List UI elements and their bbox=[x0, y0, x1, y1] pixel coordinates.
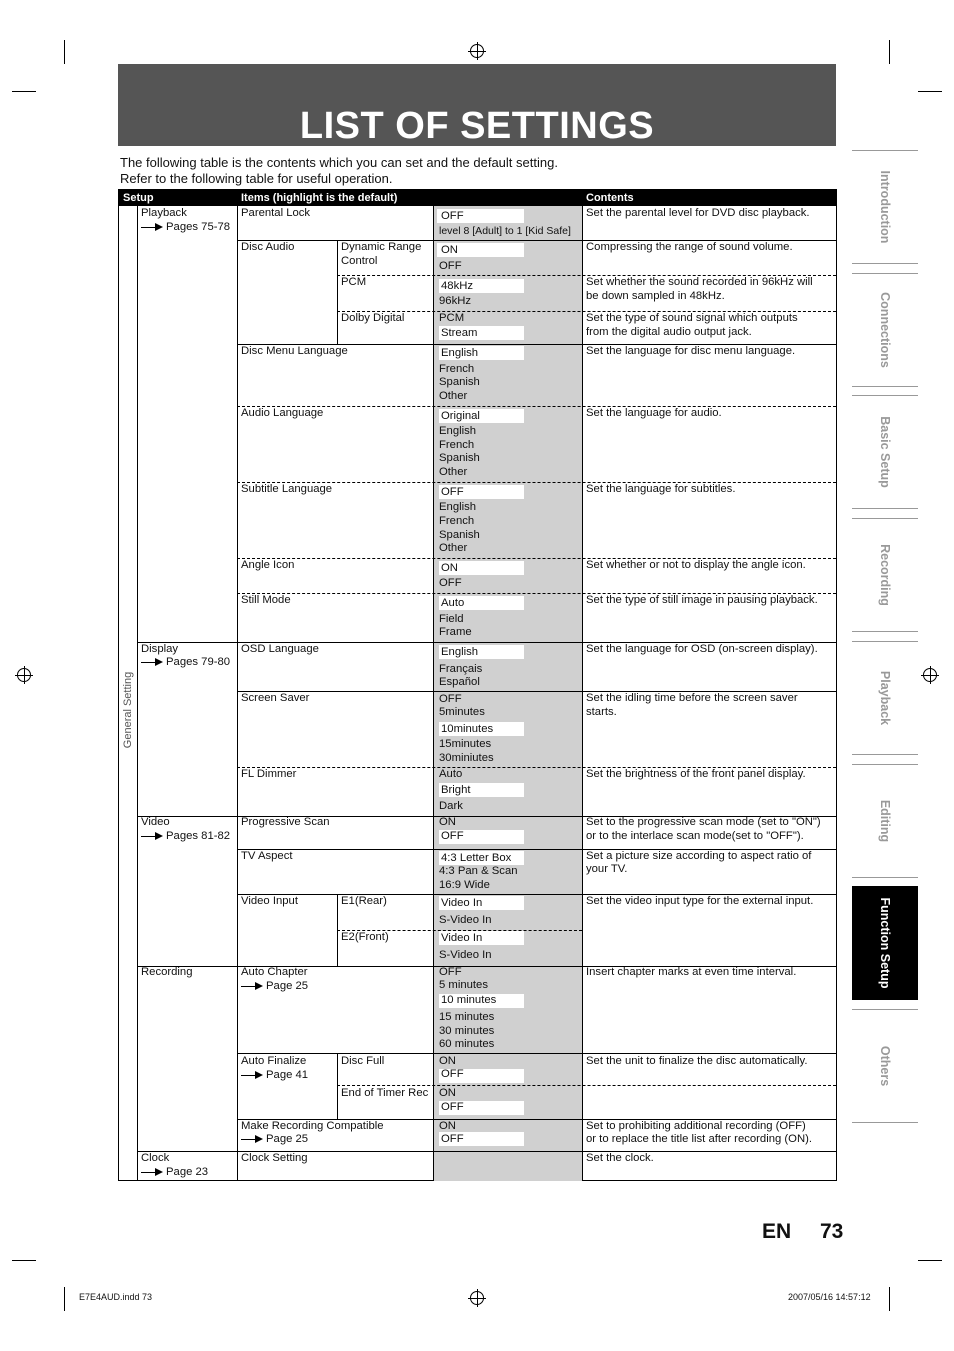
option: Spanish bbox=[439, 452, 480, 464]
arrow-right-icon bbox=[241, 982, 263, 991]
row-divider-dashed bbox=[237, 406, 836, 407]
content-aspect-2: your TV. bbox=[586, 863, 628, 875]
item-drc-line2: Control bbox=[341, 255, 378, 267]
option: Spanish bbox=[439, 376, 480, 388]
item-angle-icon: Angle Icon bbox=[241, 559, 295, 571]
option: OFF bbox=[441, 1068, 464, 1080]
link-auto-chapter-page[interactable]: Page 25 bbox=[241, 980, 308, 994]
item-parental-lock: Parental Lock bbox=[241, 207, 311, 219]
registration-mark-icon bbox=[470, 44, 484, 58]
content-subtitle: Set the language for subtitles. bbox=[586, 483, 736, 495]
option: 15 minutes bbox=[439, 1011, 495, 1023]
item-subtitle-lang: Subtitle Language bbox=[241, 483, 333, 495]
option: English bbox=[441, 646, 479, 658]
registration-mark-icon bbox=[470, 1291, 484, 1305]
crop-mark bbox=[918, 91, 942, 92]
column-divider bbox=[337, 1053, 338, 1119]
item-disc-full: Disc Full bbox=[341, 1055, 385, 1067]
link-auto-finalize-page[interactable]: Page 41 bbox=[241, 1069, 308, 1083]
item-end-timer: End of Timer Rec bbox=[341, 1087, 429, 1099]
option: Other bbox=[439, 542, 468, 554]
arrow-right-icon bbox=[141, 832, 163, 841]
option: OFF bbox=[441, 210, 464, 222]
footer-file: E7E4AUD.indd 73 bbox=[79, 1292, 153, 1302]
crop-mark bbox=[12, 1260, 36, 1261]
content-make-rec-1: Set to prohibiting additional recording (OFF) bbox=[586, 1120, 806, 1132]
content-prog-1: Set to the progressive scan mode (set to "ON") bbox=[586, 816, 821, 828]
option: OFF bbox=[439, 693, 462, 705]
content-pcm-1: Set whether the sound recorded in 96kHz will bbox=[586, 276, 813, 288]
content-saver-2: starts. bbox=[586, 706, 617, 718]
tab-editing[interactable]: Editing bbox=[852, 764, 918, 878]
tab-connections[interactable]: Connections bbox=[852, 273, 918, 387]
content-dolby-2: from the digital audio output jack. bbox=[586, 326, 752, 338]
option: OFF bbox=[439, 260, 462, 272]
option: OFF bbox=[441, 486, 464, 498]
option: Video In bbox=[441, 932, 483, 944]
footer-timestamp: 2007/05/16 14:57:12 bbox=[788, 1292, 871, 1302]
column-divider bbox=[337, 240, 338, 344]
option: OFF bbox=[439, 577, 462, 589]
crop-mark bbox=[64, 1287, 65, 1311]
column-divider bbox=[137, 206, 138, 1181]
content-finalize: Set the unit to finalize the disc automatically. bbox=[586, 1055, 808, 1067]
item-e1: E1(Rear) bbox=[341, 895, 387, 907]
header-items: Items (highlight is the default) bbox=[241, 192, 398, 204]
option: English bbox=[439, 501, 477, 513]
option: 5 minutes bbox=[439, 979, 488, 991]
item-osd-lang: OSD Language bbox=[241, 643, 319, 655]
arrow-right-icon bbox=[141, 1168, 163, 1177]
item-pcm: PCM bbox=[341, 276, 367, 288]
link-video-pages[interactable]: Pages 81-82 bbox=[141, 830, 230, 844]
option: PCM bbox=[439, 312, 465, 324]
content-chapter: Insert chapter marks at even time interval. bbox=[586, 966, 797, 978]
option: 60 minutes bbox=[439, 1038, 495, 1050]
option: Français bbox=[439, 663, 483, 675]
item-auto-finalize: Auto Finalize bbox=[241, 1055, 307, 1067]
content-audio: Set the language for audio. bbox=[586, 407, 722, 419]
tab-playback[interactable]: Playback bbox=[852, 641, 918, 755]
option: 30 minutes bbox=[439, 1025, 495, 1037]
row-divider bbox=[237, 1053, 836, 1054]
option: 16:9 Wide bbox=[439, 879, 490, 891]
option: Frame bbox=[439, 626, 472, 638]
option: OFF bbox=[441, 1133, 464, 1145]
option: OFF bbox=[441, 1101, 464, 1113]
settings-table bbox=[118, 189, 837, 1181]
link-display-pages[interactable]: Pages 79-80 bbox=[141, 656, 230, 670]
link-clock-page[interactable]: Page 23 bbox=[141, 1166, 208, 1180]
header-setup: Setup bbox=[123, 192, 154, 204]
option: 96kHz bbox=[439, 295, 472, 307]
option: Other bbox=[439, 390, 468, 402]
content-video-input: Set the video input type for the external input. bbox=[586, 895, 814, 907]
content-still: Set the type of still image in pausing playback. bbox=[586, 594, 818, 606]
option: Video In bbox=[441, 897, 483, 909]
section-display: Display bbox=[141, 643, 179, 655]
option: ON bbox=[441, 562, 458, 574]
column-divider bbox=[237, 190, 238, 1181]
content-osd: Set the language for OSD (on-screen display). bbox=[586, 643, 818, 655]
tab-basic-setup[interactable]: Basic Setup bbox=[852, 395, 918, 509]
option: Other bbox=[439, 466, 468, 478]
option: ON bbox=[439, 1120, 456, 1132]
item-tv-aspect: TV Aspect bbox=[241, 850, 293, 862]
item-fl-dimmer: FL Dimmer bbox=[241, 768, 297, 780]
content-prog-2: or to the interlace scan mode(set to "OFF"). bbox=[586, 830, 804, 842]
option: level 8 [Adult] to 1 [Kid Safe] bbox=[439, 225, 571, 237]
option: OFF bbox=[441, 830, 464, 842]
section-clock: Clock bbox=[141, 1152, 170, 1164]
table-header bbox=[119, 190, 836, 206]
option: 48kHz bbox=[441, 280, 474, 292]
item-screen-saver: Screen Saver bbox=[241, 692, 310, 704]
option: Auto bbox=[439, 768, 463, 780]
option: Bright bbox=[441, 784, 471, 796]
tab-function-setup[interactable]: Function Setup bbox=[852, 886, 918, 1000]
intro-line-2: Refer to the following table for useful operation. bbox=[120, 171, 393, 186]
option: Field bbox=[439, 613, 464, 625]
content-disc-menu: Set the language for disc menu language. bbox=[586, 345, 796, 357]
item-make-rec: Make Recording Compatible bbox=[241, 1120, 384, 1132]
option: ON bbox=[439, 1055, 456, 1067]
registration-mark-icon bbox=[923, 668, 937, 682]
row-divider-dashed bbox=[337, 1085, 836, 1086]
option: Dark bbox=[439, 800, 463, 812]
page-title: LIST OF SETTINGS bbox=[299, 105, 655, 147]
column-divider bbox=[582, 190, 583, 1181]
section-playback: Playback bbox=[141, 207, 187, 219]
option: 10minutes bbox=[441, 723, 494, 735]
option: English bbox=[439, 425, 477, 437]
option: Stream bbox=[441, 327, 478, 339]
option: S-Video In bbox=[439, 914, 492, 926]
link-playback-pages[interactable]: Pages 75-78 bbox=[141, 221, 230, 235]
crop-mark bbox=[64, 40, 65, 64]
tab-introduction[interactable]: Introduction bbox=[852, 150, 918, 264]
item-drc-line1: Dynamic Range bbox=[341, 241, 422, 253]
content-dimmer: Set the brightness of the front panel display. bbox=[586, 768, 806, 780]
tab-recording[interactable]: Recording bbox=[852, 518, 918, 632]
content-parental: Set the parental level for DVD disc playback. bbox=[586, 207, 810, 219]
general-setting-label: General Setting bbox=[122, 671, 134, 749]
item-prog-scan: Progressive Scan bbox=[241, 816, 330, 828]
content-angle: Set whether or not to display the angle icon. bbox=[586, 559, 806, 571]
page-number: 73 bbox=[820, 1220, 844, 1243]
option: Español bbox=[439, 676, 480, 688]
header-contents: Contents bbox=[586, 192, 634, 204]
arrow-right-icon bbox=[141, 658, 163, 667]
item-dolby: Dolby Digital bbox=[341, 312, 405, 324]
content-saver-1: Set the idling time before the screen saver bbox=[586, 692, 798, 704]
option: Auto bbox=[441, 597, 465, 609]
item-clock-setting: Clock Setting bbox=[241, 1152, 308, 1164]
arrow-right-icon bbox=[141, 223, 163, 232]
crop-mark bbox=[889, 40, 890, 64]
tab-others[interactable]: Others bbox=[852, 1009, 918, 1123]
option: 15minutes bbox=[439, 738, 492, 750]
option: French bbox=[439, 363, 475, 375]
arrow-right-icon bbox=[241, 1071, 263, 1080]
language-code: EN bbox=[762, 1220, 792, 1243]
column-divider bbox=[433, 206, 434, 1181]
item-disc-audio: Disc Audio bbox=[241, 241, 295, 253]
option: 5minutes bbox=[439, 706, 485, 718]
registration-mark-icon bbox=[17, 668, 31, 682]
content-dolby-1: Set the type of sound signal which outputs bbox=[586, 312, 798, 324]
item-audio-lang: Audio Language bbox=[241, 407, 324, 419]
intro-line-1: The following table is the contents which you can set and the default setting. bbox=[120, 155, 558, 170]
content-clock: Set the clock. bbox=[586, 1152, 654, 1164]
content-drc: Compressing the range of sound volume. bbox=[586, 241, 793, 253]
item-video-input: Video Input bbox=[241, 895, 298, 907]
option: French bbox=[439, 439, 475, 451]
crop-mark bbox=[12, 91, 36, 92]
option: French bbox=[439, 515, 475, 527]
option: OFF bbox=[439, 966, 462, 978]
item-e2: E2(Front) bbox=[341, 931, 389, 943]
option: 4:3 Letter Box bbox=[441, 852, 512, 864]
option: S-Video In bbox=[439, 949, 492, 961]
option: English bbox=[441, 347, 479, 359]
option: 30miniutes bbox=[439, 752, 494, 764]
arrow-right-icon bbox=[241, 1135, 263, 1144]
option: Spanish bbox=[439, 529, 480, 541]
option: ON bbox=[439, 816, 456, 828]
option: ON bbox=[441, 244, 458, 256]
content-aspect-1: Set a picture size according to aspect ratio of bbox=[586, 850, 812, 862]
option: Original bbox=[441, 410, 480, 422]
option: ON bbox=[439, 1087, 456, 1099]
link-make-rec-page[interactable]: Page 25 bbox=[241, 1133, 308, 1147]
section-video: Video bbox=[141, 816, 170, 828]
item-auto-chapter: Auto Chapter bbox=[241, 966, 308, 978]
crop-mark bbox=[918, 1260, 942, 1261]
content-pcm-2: be down sampled in 48kHz. bbox=[586, 290, 725, 302]
crop-mark bbox=[889, 1287, 890, 1311]
item-still-mode: Still Mode bbox=[241, 594, 291, 606]
option: 10 minutes bbox=[441, 994, 497, 1006]
section-recording: Recording bbox=[141, 966, 193, 978]
option: 4:3 Pan & Scan bbox=[439, 865, 518, 877]
item-disc-menu-lang: Disc Menu Language bbox=[241, 345, 348, 357]
content-make-rec-2: or to replace the title list after recording (ON). bbox=[586, 1133, 813, 1145]
